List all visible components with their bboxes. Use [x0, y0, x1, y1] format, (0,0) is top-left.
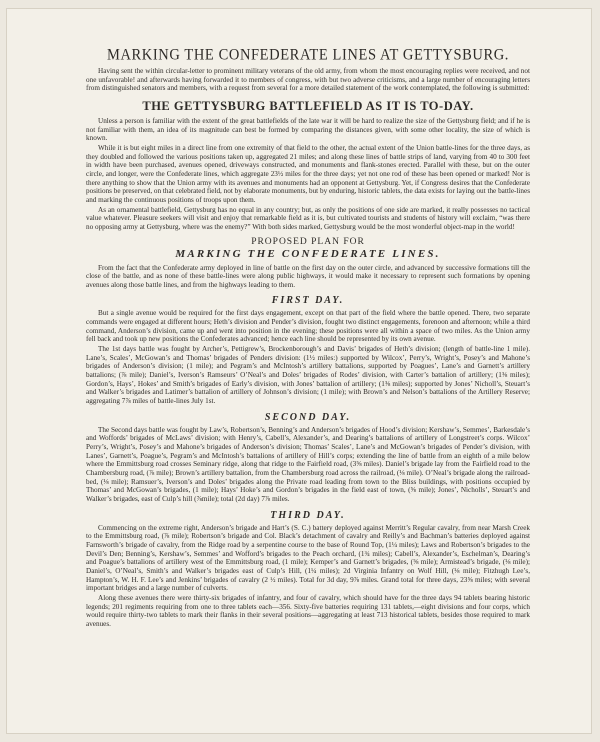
plan-heading: MARKING THE CONFEDERATE LINES.	[175, 247, 441, 260]
proposed-plan-heading: PROPOSED PLAN FOR	[251, 236, 365, 247]
document-title: MARKING THE CONFEDERATE LINES AT GETTYSBURG.	[106, 46, 510, 64]
third-day-paragraph: Along these avenues there were thirty-six brigades of infantry, and four of cavalry, which should have for the three days 94 tablets bearing historic legends; 201 regiments requiring from one to three tablets each—356. Sixty-five batteries requiring 131 tablets,—eight divisions and four corps, which would require thirty-two tablets to mark their flanks in their several positions—aggregating at least 713 historical tablets, besides those required to mark avenues.	[86, 593, 530, 628]
intro-paragraph: Having sent the within circular-letter to prominent military veterans of the old army, from whom the most encouraging replies were received, and not one unfavorable! and afterwards having forwarded it to members of congress, with but two adverse criticisms, and a large number of encouraging letters from distinguished senators and members, with a request from several for a more detailed statement of the work contemplated, the following is submitted:	[86, 67, 530, 93]
third-day-heading: THIRD DAY.	[270, 509, 346, 521]
section-title: THE GETTYSBURG BATTLEFIELD AS IT IS TO-DAY.	[142, 98, 474, 113]
second-day-paragraph: The Second days battle was fought by Law’s, Robertson’s, Benning’s and Anderson’s brigades of Hood’s division; Kershaw’s, Semmes’, Barkesdale’s and Woffords’ brigades of McLaws’ division; with Henry’s, Cabell’s, Alexander’s, and Dearing’s battalions of artillery of Longstreet’s corps. Wilcox’ Perry’s, Wright’s, Posey’s and Mahone’s brigades of Anderson’s division; Thomas’ Scales’, Lane’s and McGowan’s brigades of Pender’s division, with Lanes’, Garnett’s, Poague’s, Pegram’s and McIntosh’s battalions of artillery of Hill’s corps; extending the line of battle from an eighth of a mile below where the Emmittsburg road crosses Seminary ridge, along that ridge to the Fairfield road, (3⅝ miles). Daniel’s brigade lay from the Fairfield road to the Chambersburg road, (⅞ mile); Brown’s artillery battalion, from the Chambersburg road across the railroad, (⅛ mile). O’Neal’s brigade along the railroad-bed, (⅛ mile); Ramsuer’s, Iverson’s and Doles’ brigades along the Private road leading from town to the Bliss buildings, with positions occupied by Thomas’ and McGowan’s brigades, (1 mile); Hays’ Hoke’s and Gordon’s brigades in the field east of town, (⅝ mile); Jones’, Nicholls’, Steuart’s and Walker’s brigades, east of Culp’s hill (⅞mile); total (2d day) 7⅞ miles.	[86, 425, 530, 503]
document-page	[6, 8, 592, 734]
document-body	[86, 46, 530, 628]
second-day-heading: SECOND DAY.	[264, 411, 352, 423]
first-day-paragraph: But a single avenue would be required for the first days engagement, except on that part of the field where the battle opened. There, two separate commands were engaged at different hours; Heth’s division and Pender’s division, fought two distinct engagements, forenoon and afternoon; while a third command, Anderson’s division, came up and went into position in the evening; these positions were all within a space of two miles. As the Union army fell back and took up new positions the Confederates advanced; hence each line should be represented by its own avenue.	[86, 309, 530, 344]
third-day-paragraph: Commencing on the extreme right, Anderson’s brigade and Hart’s (S. C.) battery deployed against Merritt’s Regular cavalry, from near Marsh Creek to the Emmittsburg road, (⅞ mile); Robertson’s brigade and Col. Black’s detachment of cavalry and Reilly’s and Bachman’s batteries deployed against Farnsworth’s brigade of cavalry, from the Ridge road by a serpentine course to the base of Round Top, (1¼ miles); Laws and Robertson’s brigades to the Devil’s Den; Benning’s, Kershaw’s, Semmes’ and Wofford’s brigades to the Peach orchard, (1¾ miles); Cabell’s, Alexander’s, Eschelman’s, Dearing’s and Poague’s battalions of artillery west of the Emmittsburg road, (1 mile); Kemper’s and Garnett’s brigades, (⅝ mile); Armistead’s brigade, (⅛ mile); Daniel’s, O’Neal’s, Smith’s and Walker’s brigades east of Culp’s Hill, (1¼ miles); 2d Virginia Infantry on Wolf Hill, (⅛ mile); Fitzhugh Lee’s, Hampton’s, W. H. F. Lee’s and Jenkins’ brigades of cavalry (2 ½ miles). Total for 3d day, 9⅞ miles. Grand total for three days, 23⅝ miles; with several important bridges and a large number of culverts.	[86, 523, 530, 593]
today-paragraph: As an ornamental battlefield, Gettysburg has no equal in any country; but, as only the positions of one side are marked, it really possesses no tactical value whatever. Pleasure seekers will visit and enjoy that remarkable field as it is, but cultivated tourists and students of history will exclaim, “was there no opposing army at Gettysburg, where was the enemy?” With both sides marked, Gettysburg would be the most wonderful object-map in the world!	[86, 205, 530, 231]
first-day-paragraph: The 1st days battle was fought by Archer’s, Pettigrew’s, Brockenborough’s and Davis’ brigades of Heth’s division; (length of battle-line 1 mile). Lane’s, Scales’, McGowan’s and Thomas’ brigades of Penders division: (1½ miles:) supported by Wilcox’, Perry’s, Wright’s, Posey’s and Mahone’s brigades of Anderson’s division; (1 mile); and Pegram’s and McIntosh’s artillery battalions, supported by Poagues’, Lane’s and Garnett’s artillery battalions; (⅞ mile); Daniel’s, Iverson’s Ramseurs’ O’Neal’s and Doles’ brigades of Rodes’ division, with Carter’s battalion of artillery; (1⅜ miles); Gordon’s, Hays’, Hokes’ and Smith’s brigades of Early’s division, with Jones’ battalion of artillery; (1⅜ miles); supported by Jones’ Nicholl’s, Steuart’s and Walker’s brigades and Latimer’s battalion of artillery of Johnson’s division; (1 mile); with Brown’s and Nelson’s battalions of the Artillery Reserve; aggregating 7⅞ miles of battle-lines July 1st.	[86, 345, 530, 406]
today-paragraph: Unless a person is familiar with the extent of the great battlefields of the late war it will be hard to realize the size of the Gettysburg field; and if he is not familiar with them, an idea of its magnitude can best be formed by comparing the distances given, with some other locality, the size of which is known.	[86, 116, 530, 143]
today-paragraph: While it is but eight miles in a direct line from one extremity of that field to the other, the actual extent of the Union battle-lines for the three days, as they doubled and followed the various positions taken up, aggregated 21 miles; and along these lines of battle strips of land, varying from 40 to 300 feet in width have been purchased, avenues opened, driveways constructed, and monuments and flank-stones erected. Parallel with these, but on the outer circle, and longer, were the Confederate lines, which aggregate 23½ miles for the three days; yet not one rod of these has been opened or marked! Nor is there anything to show that the Union army with its avenues and monuments had an opponent at Gettysburg. Yet, if Congress desires that the Confederate positions be preserved, on that celebrated field, not by elaborate monuments, but by enduring, historic tablets, the data exists for laying out the battle-lines and marking the continuous positions of troops upon them.	[86, 143, 530, 204]
first-day-heading: FIRST DAY.	[271, 295, 345, 307]
plan-paragraph: From the fact that the Confederate army deployed in line of battle on the first day on the outer circle, and advanced by successive formations till the close of the battle, and as none of these battle-lines were along public highways, it would make it necessary to represent such formations by opening avenues along those battle lines, and from the highways leading to them.	[86, 263, 530, 289]
